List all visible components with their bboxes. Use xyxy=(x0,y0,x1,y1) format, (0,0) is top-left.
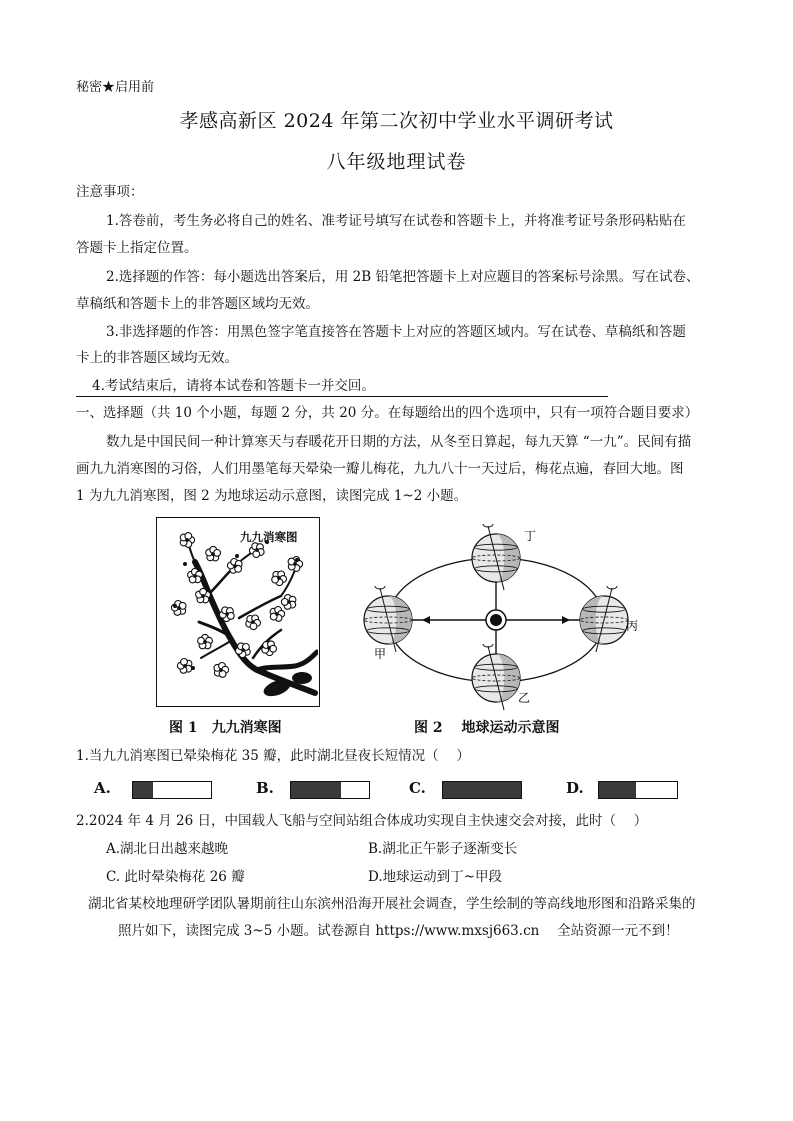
plum-flower xyxy=(206,546,221,561)
globe-yi xyxy=(472,644,520,710)
sun xyxy=(486,610,506,630)
label-bing: 丙 xyxy=(626,619,639,633)
globe-jia xyxy=(364,586,412,652)
option-b-fill xyxy=(291,782,341,798)
figure-2-caption: 图 2 地球运动示意图 xyxy=(414,720,560,736)
label-ding: 丁 xyxy=(524,529,537,543)
question-2-option-b: B.湖北正午影子逐渐变长 xyxy=(368,841,518,857)
option-c-day-night-bar xyxy=(442,781,522,799)
plum-flower xyxy=(281,595,296,610)
option-c-fill xyxy=(443,782,521,798)
notice-item-1-line-2: 答题卡上指定位置。 xyxy=(76,240,198,256)
plum-flower xyxy=(171,601,186,616)
plum-flower xyxy=(180,533,194,548)
question-2-option-d: D.地球运动到丁~甲段 xyxy=(368,869,502,885)
figure-1-frame xyxy=(156,517,320,707)
plum-flower xyxy=(214,663,229,678)
question-2-option-c: C. 此时晕染梅花 26 瓣 xyxy=(106,869,245,885)
option-b-label: B. xyxy=(256,779,274,797)
label-jia: 甲 xyxy=(374,647,387,661)
option-c-label: C. xyxy=(409,779,426,797)
option-d-label: D. xyxy=(566,779,584,797)
plum-flower xyxy=(272,571,287,586)
notice-item-3-line-2: 卡上的非答题区域均无效。 xyxy=(76,350,238,366)
section-1-intro-line-1: 数九是中国民间一种计算寒天与春暖花开日期的方法，从冬至日算起，每九天算 “一九”。民间有描 xyxy=(106,434,692,450)
plum-flower xyxy=(288,557,303,572)
plum-flower xyxy=(177,659,192,674)
notice-item-2-line-2: 草稿纸和答题卡上的非答题区域均无效。 xyxy=(76,296,319,312)
option-b-day-night-bar xyxy=(290,781,370,799)
earth-orbit-diagram xyxy=(360,512,660,712)
option-d-fill xyxy=(599,782,636,798)
globe-ding xyxy=(472,524,520,590)
plum-flower xyxy=(262,641,277,656)
option-a-label: A. xyxy=(94,779,111,797)
context-2-line-2: 照片如下，读图完成 3~5 小题。试卷源自 https://www.mxsj663.cn 全站资源一元不到！ xyxy=(118,923,679,939)
plum-flower xyxy=(227,559,242,574)
plum-flower xyxy=(270,607,285,622)
section-1-intro-line-2: 画九九消寒图的习俗，人们用墨笔每天晕染一瓣儿梅花，九九八十一天过后，梅花点遍，春回大地。图 xyxy=(76,461,684,477)
exam-title: 孝感高新区 2024 年第二次初中学业水平调研考试 xyxy=(179,110,614,132)
question-2-text: 2.2024 年 4 月 26 日，中国载人飞船与空间站组合体成功实现自主快速交会对接，此时（ ） xyxy=(76,813,648,829)
notice-heading: 注意事项： xyxy=(76,184,144,200)
notice-item-4: 4.考试结束后，请将本试卷和答题卡一并交回。 xyxy=(76,380,608,397)
question-1-text: 1.当九九消寒图已晕染梅花 35 瓣，此时湖北昼夜长短情况（ ） xyxy=(76,748,470,764)
question-2-option-a: A.湖北日出越来越晚 xyxy=(106,841,229,857)
option-d-day-night-bar xyxy=(598,781,678,799)
plum-flower xyxy=(246,615,261,630)
exam-subtitle: 八年级地理试卷 xyxy=(326,151,467,173)
notice-item-1-line-1: 1.答卷前，考生务必将自己的姓名、准考证号填写在试卷和答题卡上，并将准考证号条形码粘贴在 xyxy=(106,213,686,229)
globe-bing xyxy=(580,586,628,652)
section-1-intro-line-3: 1 为九九消寒图，图 2 为地球运动示意图，读图完成 1~2 小题。 xyxy=(76,488,468,504)
plum-flower xyxy=(198,634,213,648)
notice-item-3-line-1: 3.非选择题的作答：用黑色签字笔直接答在答题卡上对应的答题区域内。写在试卷、草稿纸和答题 xyxy=(106,324,686,340)
secret-label: 秘密★启用前 xyxy=(76,80,155,95)
option-a-fill xyxy=(133,782,153,798)
context-2-line-1: 湖北省某校地理研学团队暑期前往山东滨州沿海开展社会调查，学生绘制的等高线地形图和沿路采集的 xyxy=(88,896,696,912)
section-1-heading: 一、选择题（共 10 个小题，每题 2 分，共 20 分。在每题给出的四个选项中，只有一项符合题目要求） xyxy=(76,405,699,421)
plum-flower xyxy=(249,543,264,558)
label-yi: 乙 xyxy=(518,691,531,705)
option-a-day-night-bar xyxy=(132,781,212,799)
figure-1-inner-title: 九九消寒图 xyxy=(240,530,298,544)
figure-1-caption: 图 1 九九消寒图 xyxy=(169,720,282,736)
plum-blossom-illustration xyxy=(157,518,318,705)
notice-item-2-line-1: 2.选择题的作答：每小题选出答案后，用 2B 铅笔把答题卡上对应题目的答案标号涂黑。写在试卷、 xyxy=(106,269,700,285)
